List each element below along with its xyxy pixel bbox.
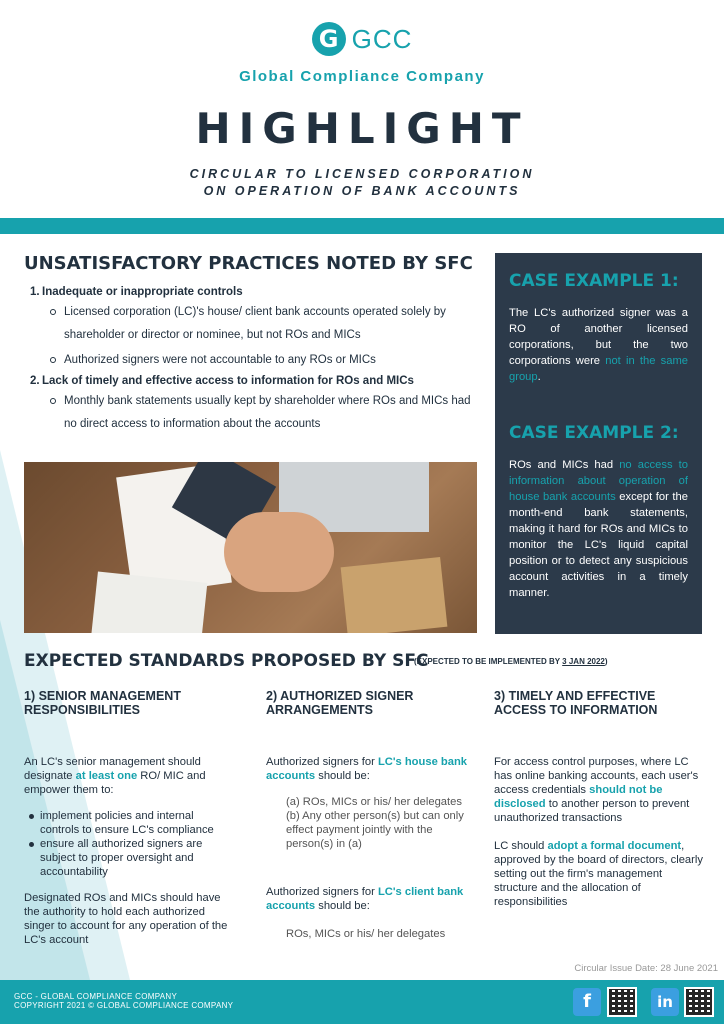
case1-text: The LC's authorized signer was a RO of another licensed corporations, but the two corporations were not in the same group. <box>509 307 688 383</box>
column-senior-management <box>24 689 234 947</box>
case1-title: CASE EXAMPLE 1: <box>509 271 679 291</box>
item-number: 2. <box>30 375 40 387</box>
bullet-item: implement policies and internal controls to ensure LC's compliance <box>24 809 234 837</box>
column-paragraph: An LC's senior management should designate at least one RO/ MIC and empower them to: <box>24 756 206 796</box>
facebook-icon[interactable]: f <box>573 988 601 1016</box>
unsatisfactory-list <box>30 283 480 438</box>
gcc-logo-icon: G <box>312 22 346 56</box>
bullet-list <box>24 809 234 879</box>
issue-date: Circular Issue Date: 28 June 2021 <box>574 963 718 974</box>
unsatisfactory-heading: UNSATISFACTORY PRACTICES NOTED BY SFC <box>24 253 473 274</box>
column-paragraph: Authorized signers for LC's client bank accounts should be: <box>266 886 464 912</box>
item-number: 1. <box>30 286 40 298</box>
option-text: ROs, MICs or his/ her delegates <box>286 928 446 940</box>
column-authorized-signers <box>266 689 476 941</box>
sub-item: Licensed corporation (LC)'s house/ client bank accounts operated solely by shareholder or director or nominee, but not ROs and MICs <box>30 301 480 347</box>
implementation-note: (EXPECTED TO BE IMPLEMENTED BY 3 JAN 2022) <box>414 657 608 666</box>
footer-copyright: COPYRIGHT 2021 © GLOBAL COMPLIANCE COMPANY <box>14 1001 234 1010</box>
expected-heading: EXPECTED STANDARDS PROPOSED BY SFC <box>24 651 429 671</box>
column-title: 2) AUTHORIZED SIGNER ARRANGEMENTS <box>266 689 414 717</box>
column-access-information <box>494 689 704 909</box>
qr-code-icon <box>684 987 714 1017</box>
page-subtitle <box>0 166 724 200</box>
column-paragraph: Authorized signers for LC's house bank accounts should be: <box>266 756 468 782</box>
logo-text: GCC <box>351 23 413 54</box>
case2-title: CASE EXAMPLE 2: <box>509 423 679 443</box>
subtitle-line: CIRCULAR TO LICENSED CORPORATION <box>189 167 535 181</box>
case-examples-panel <box>495 253 702 634</box>
column-title: 1) SENIOR MANAGEMENT RESPONSIBILITIES <box>24 689 181 717</box>
column-paragraph: LC should adopt a formal document, approved by the board of directors, clearly setting out the firm's management structure and the allocation of responsibilities <box>494 840 703 908</box>
column-title: 3) TIMELY AND EFFECTIVE ACCESS TO INFORMATION <box>494 689 658 717</box>
logo <box>0 22 724 56</box>
footer <box>0 980 724 1024</box>
column-paragraph: For access control purposes, where LC has online banking accounts, each user's access credentials should not be disclosed to another person to prevent unauthorized transactions <box>494 756 699 824</box>
handshake-photo <box>24 462 477 633</box>
subtitle-line: ON OPERATION OF BANK ACCOUNTS <box>203 184 521 198</box>
item-title: Inadequate or inappropriate controls <box>42 286 243 298</box>
footer-company: GCC - GLOBAL COMPLIANCE COMPANY <box>14 992 178 1001</box>
list-item <box>30 375 480 387</box>
list-item <box>30 286 480 298</box>
column-paragraph: Designated ROs and MICs should have the authority to hold each authorized singer to account for any operation of the LC's account <box>24 892 228 946</box>
sub-item: Authorized signers were not accountable to any ROs or MICs <box>30 349 480 372</box>
case2-text: ROs and MICs had no access to information about operation of house bank accounts except for the month-end bank statements, making it hard for ROs and MICs to monitor the LC's liquid capital position or to detect any suspicious account activities in a timely manner. <box>509 459 688 599</box>
qr-code-icon <box>607 987 637 1017</box>
option-text: (a) ROs, MICs or his/ her delegates <box>286 796 462 808</box>
divider-band <box>0 218 724 234</box>
item-title: Lack of timely and effective access to information for ROs and MICs <box>42 375 414 387</box>
company-name: Global Compliance Company <box>239 68 485 85</box>
option-text: (b) Any other person(s) but can only effect payment jointly with the person(s) in (a) <box>286 810 464 850</box>
page-title: HIGHLIGHT <box>195 104 529 153</box>
linkedin-icon[interactable]: in <box>651 988 679 1016</box>
sub-item: Monthly bank statements usually kept by shareholder where ROs and MICs had no direct access to information about the accounts <box>30 390 480 436</box>
bullet-item: ensure all authorized signers are subject to proper oversight and accountability <box>24 837 234 879</box>
